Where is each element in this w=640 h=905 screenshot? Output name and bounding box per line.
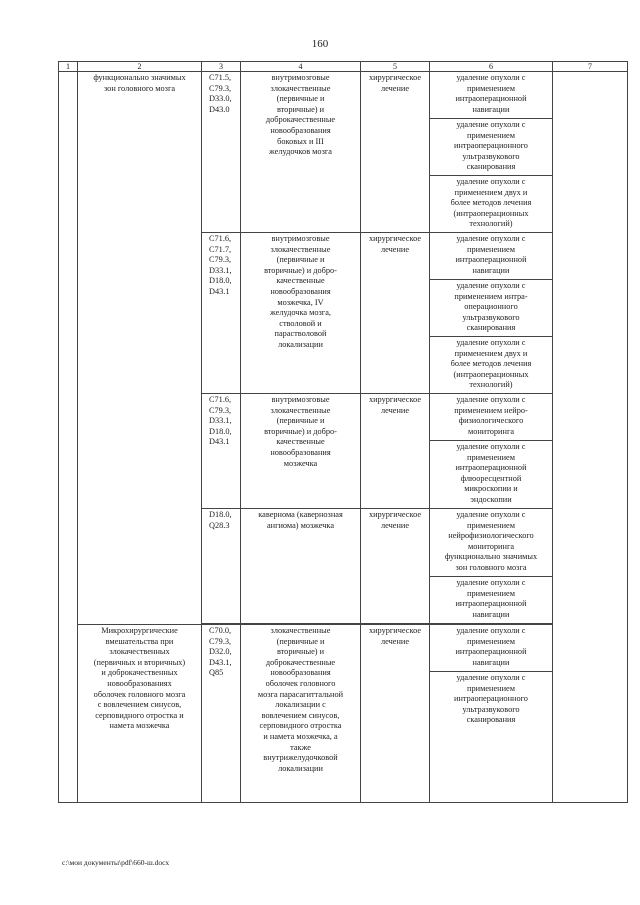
diagnosis-code-cell: C71.6, C79.3, D33.1, D18.0, D43.1 [202,394,241,509]
column-number: 3 [202,62,241,72]
document-path-footer: c:\мои документы\pdf\660-ш.docx [62,858,170,867]
disease-description-cell: внутримозговые злокачественные (первичные и вторичные) и добро- качественные новообразования мозжечка, IV желудочка мозга, стволовой и парастволовой локализации [241,233,361,394]
treatment-type-cell: хирургическое лечение [361,509,430,624]
intervention-name-cell: Микрохирургические вмешательства при злокачественных (первичных и вторичных) и доброкачественных новообразованиях оболочек головного мозга с вовлечением синусов, серповидного отростка и намета мозжечка [78,625,202,803]
column-number: 5 [361,62,430,72]
column-number: 2 [78,62,202,72]
column-number: 6 [430,62,553,72]
treatment-type-cell: хирургическое лечение [361,625,430,803]
treatment-method-cell: удаление опухоли с применением интраоперационной флюоресцентной микроскопии и эндоскопии [430,441,553,509]
treatment-method-cell: удаление опухоли с применением двух и более методов лечения (интраоперационных технологий) [430,337,553,394]
table-row [59,72,628,119]
treatment-type-cell: хирургическое лечение [361,233,430,394]
column-number: 7 [553,62,628,72]
treatment-method-cell: удаление опухоли с применением интра- операционного ультразвукового сканирования [430,280,553,337]
diagnosis-code-cell: C71.6, C71.7, C79.3, D33.1, D18.0, D43.1 [202,233,241,394]
treatment-type-cell: хирургическое лечение [361,394,430,509]
row-number-cell [59,72,78,803]
treatment-method-cell: удаление опухоли с применением интраоперационного ультразвукового сканирования [430,119,553,176]
diagnosis-code-cell: C70.0, C79.3, D32.0, D43.1, Q85 [202,625,241,803]
page-number: 160 [311,38,329,50]
disease-description-cell: внутримозговые злокачественные (первичные и вторичные) и доброкачественные новообразования боковых и III желудочков мозга [241,72,361,233]
treatment-method-cell: удаление опухоли с применением интраоперационной навигации [430,72,553,119]
diagnosis-code-cell: D18.0, Q28.3 [202,509,241,624]
treatment-method-cell: удаление опухоли с применением интраоперационного ультразвукового сканирования [430,672,553,735]
column-number-row [59,62,628,72]
disease-description-cell: кавернома (кавернозная ангиома) мозжечка [241,509,361,624]
medical-procedures-table [58,61,628,803]
treatment-method-cell: удаление опухоли с применением интраоперационной навигации [430,577,553,624]
treatment-method-cell: удаление опухоли с применением нейрофизиологического мониторинга функционально значимых зон головного мозга [430,509,553,577]
disease-description-cell: внутримозговые злокачественные (первичные и вторичные) и добро- качественные новообразования мозжечка [241,394,361,509]
treatment-method-cell: удаление опухоли с применением двух и более методов лечения (интраоперационных технологий) [430,176,553,233]
empty-method-cell [430,734,553,803]
disease-description-cell: злокачественные (первичные и вторичные) и доброкачественные новообразования оболочек головного мозга парасагиттальной локализации с вовлечением синусов, серповидного отростка и намета мозжечка, а также внутрижелудочковой локализации [241,625,361,803]
treatment-method-cell: удаление опухоли с применением нейро- физиологического мониторинга [430,394,553,441]
treatment-method-cell: удаление опухоли с применением интраоперационной навигации [430,625,553,672]
diagnosis-code-cell: C71.5, C79.3, D33.0, D43.0 [202,72,241,233]
treatment-type-cell: хирургическое лечение [361,72,430,233]
intervention-name-cell: функционально значимых зон головного мозга [78,72,202,625]
treatment-method-cell: удаление опухоли с применением интраоперационной навигации [430,233,553,280]
cost-cell [553,72,628,803]
column-number: 1 [59,62,78,72]
table-row [59,625,628,672]
column-number: 4 [241,62,361,72]
